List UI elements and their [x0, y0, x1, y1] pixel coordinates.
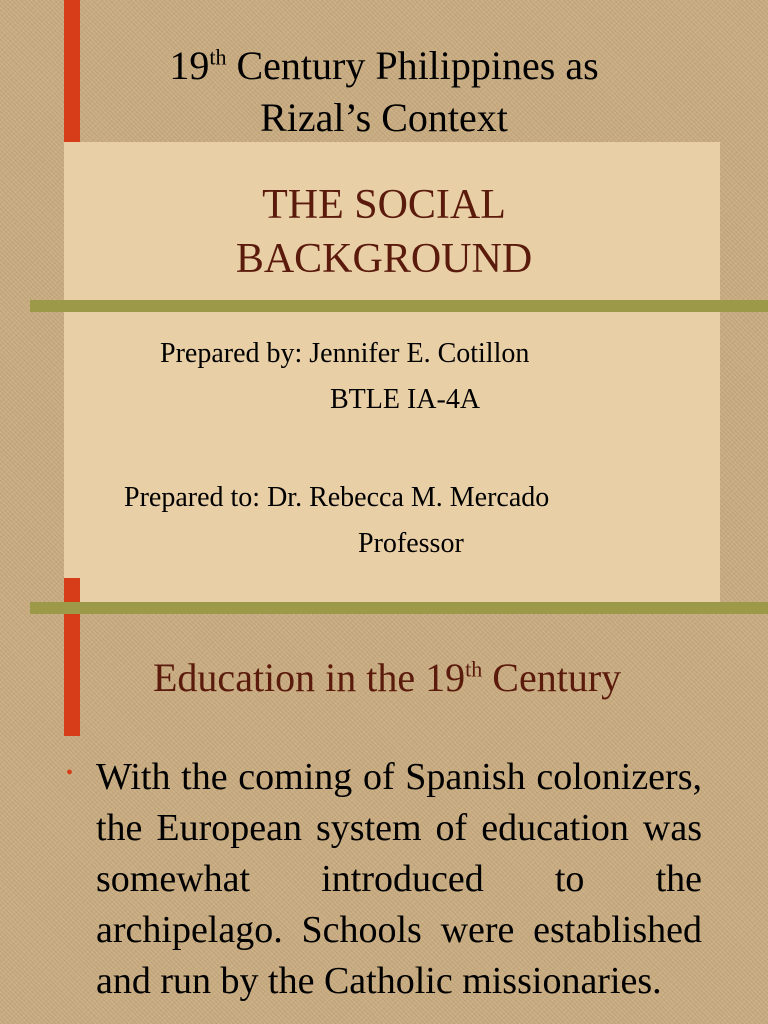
divider-line-top: [30, 300, 768, 312]
divider-line-bottom: [30, 602, 768, 614]
slide-title: [0, 40, 768, 144]
subtitle-line2: BACKGROUND: [235, 236, 533, 282]
education-heading: Education in the 19th Century: [153, 655, 622, 700]
slide-title-line1: 19th Century Philippines as: [169, 43, 599, 88]
bullet-icon: •: [66, 762, 74, 784]
slide-title-line2: Rizal’s Context: [260, 95, 508, 140]
prepared-by-text: Prepared by: Jennifer E. Cotillon: [160, 338, 530, 369]
professor-text: Professor: [358, 528, 464, 559]
prepared-to-text: Prepared to: Dr. Rebecca M. Mercado: [124, 482, 550, 513]
subtitle-heading: [0, 178, 768, 286]
bullet-text: With the coming of Spanish colonizers, the European system of education was somewhat introduced to the archipelago. Schools were established and run by the Catholic missionaries.: [96, 756, 702, 1002]
subtitle-line1: THE SOCIAL: [262, 182, 506, 228]
section-text: BTLE IA-4A: [330, 384, 481, 415]
